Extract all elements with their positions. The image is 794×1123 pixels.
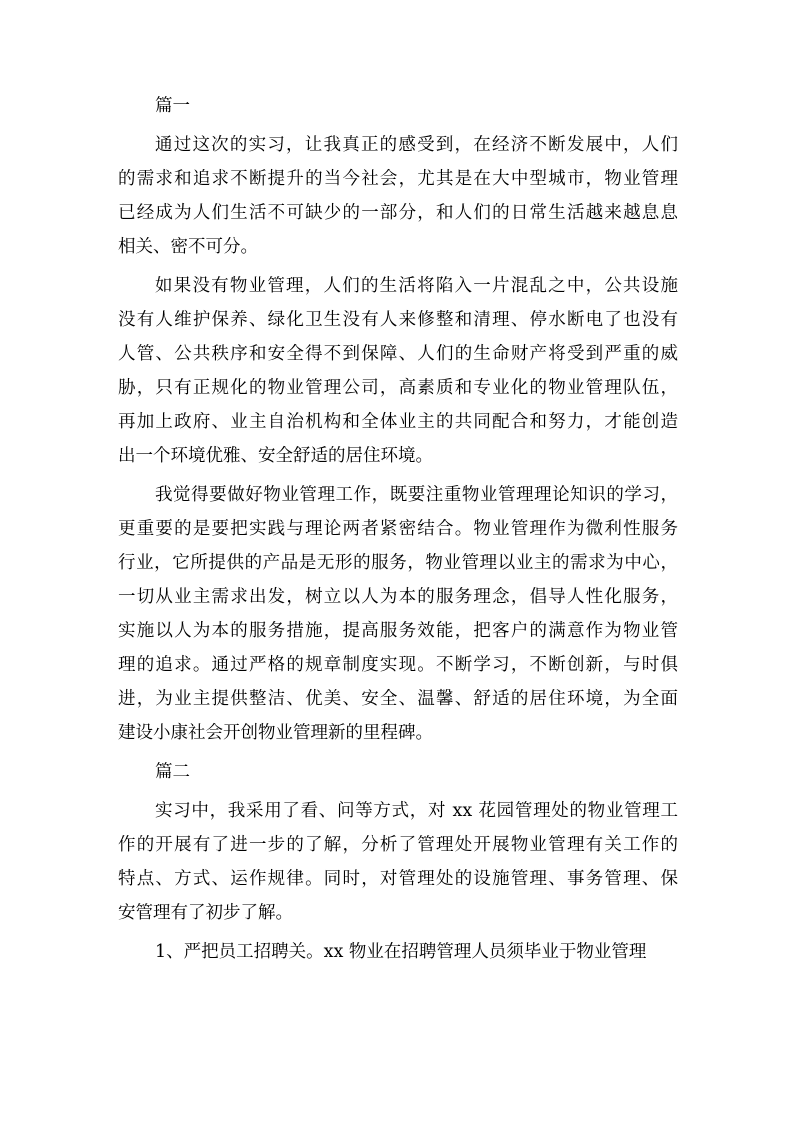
text-line: 没有人维护保养、绿化卫生没有人来修整和清理、停水断电了也没有 (118, 310, 678, 330)
text-line: 如果没有物业管理，人们的生活将陷入一片混乱之中，公共设施 (155, 276, 678, 296)
text-line: 已经成为人们生活不可缺少的一部分，和人们的日常生活越来越息息 (118, 203, 678, 223)
text-line: 安管理有了初步了解。 (118, 903, 293, 923)
paragraph-1-2 (118, 269, 678, 473)
section-heading-2: 篇二 (155, 762, 190, 782)
paragraph-1-1 (118, 128, 678, 264)
text-line: 实施以人为本的服务措施，提高服务效能，把客户的满意作为物业管 (118, 621, 678, 641)
section-heading-1: 篇一 (155, 96, 190, 116)
text-line: 1、严把员工招聘关。xx 物业在招聘管理人员须毕业于物业管理 (155, 942, 647, 962)
text-line: 人管、公共秩序和安全得不到保障、人们的生命财产将受到严重的威 (118, 344, 678, 364)
text-line: 进，为业主提供整洁、优美、安全、温馨、舒适的居住环境，为全面 (118, 689, 678, 709)
document-body (118, 89, 678, 974)
paragraph-2-1 (118, 794, 678, 930)
text-line: 的需求和追求不断提升的当今社会，尤其是在大中型城市，物业管理 (118, 169, 678, 189)
text-line: 行业，它所提供的产品是无形的服务，物业管理以业主的需求为中心， (118, 553, 678, 573)
text-line: 特点、方式、运作规律。同时，对管理处的设施管理、事务管理、保 (118, 869, 678, 889)
paragraph-1-3 (118, 478, 678, 750)
text-line: 相关、密不可分。 (118, 237, 258, 257)
text-line: 建设小康社会开创物业管理新的里程碑。 (118, 723, 433, 743)
text-line: 一切从业主需求出发，树立以人为本的服务理念，倡导人性化服务， (118, 587, 678, 607)
text-line: 理的追求。通过严格的规章制度实现。不断学习，不断创新，与时俱 (118, 655, 678, 675)
text-line: 通过这次的实习，让我真正的感受到，在经济不断发展中，人们 (155, 135, 678, 155)
text-line: 实习中，我采用了看、问等方式，对 xx 花园管理处的物业管理工 (155, 801, 678, 821)
text-line: 我觉得要做好物业管理工作，既要注重物业管理理论知识的学习， (155, 485, 678, 505)
text-line: 作的开展有了进一步的了解，分析了管理处开展物业管理有关工作的 (118, 835, 678, 855)
text-line: 胁，只有正规化的物业管理公司，高素质和专业化的物业管理队伍， (118, 378, 678, 398)
text-line: 再加上政府、业主自治机构和全体业主的共同配合和努力，才能创造 (118, 412, 678, 432)
paragraph-2-2 (118, 935, 678, 969)
text-line: 出一个环境优雅、安全舒适的居住环境。 (118, 446, 433, 466)
text-line: 更重要的是要把实践与理论两者紧密结合。物业管理作为微利性服务 (118, 519, 678, 539)
